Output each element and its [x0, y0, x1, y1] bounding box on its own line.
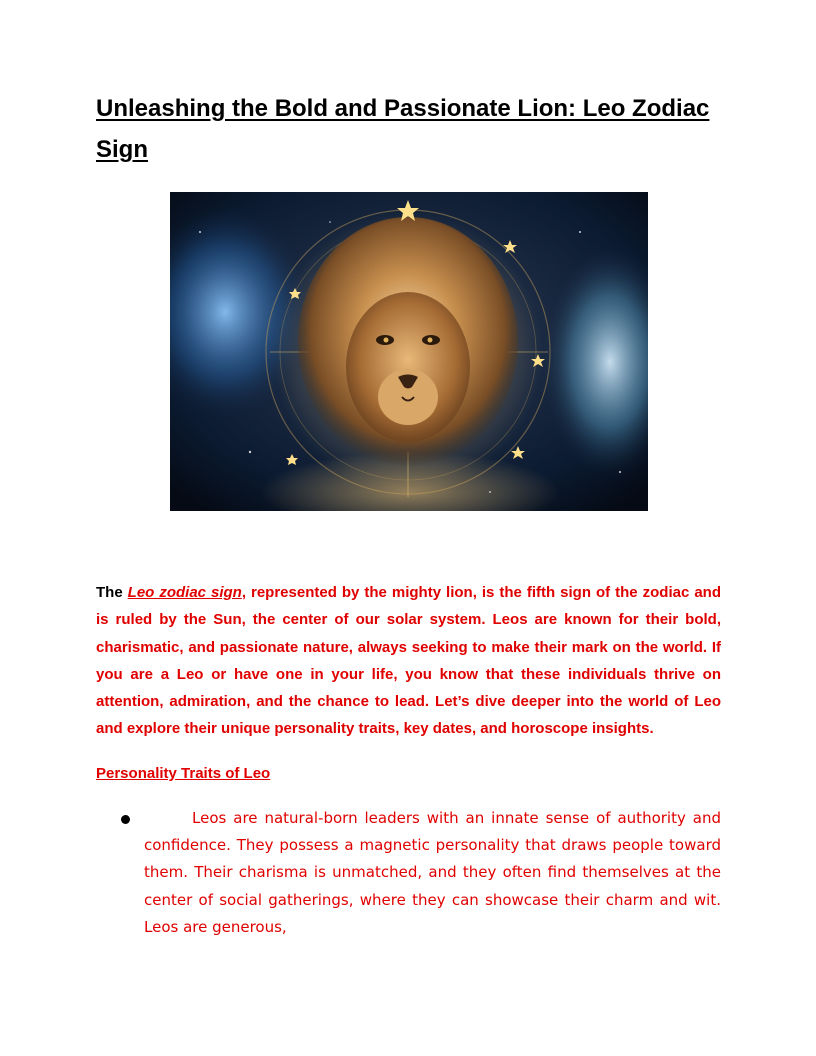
intro-lead: The	[96, 584, 128, 601]
document-title: Unleashing the Bold and Passionate Lion: Leo Zodiac Sign	[96, 95, 710, 163]
intro-paragraph	[96, 579, 721, 743]
hero-image-container	[96, 192, 721, 511]
bullet-icon	[121, 815, 130, 824]
lion-zodiac-illustration	[170, 192, 648, 511]
list-item	[96, 805, 721, 941]
trait-text: Leos are natural-born leaders with an innate sense of authority and confidence. They possess a magnetic personality that draws people toward them. Their charisma is unmatched, and they often find themselves at the center of social gatherings, where they can showcase their charm and wit. Leos are generous,	[144, 808, 721, 936]
intro-body: , represented by the mighty lion, is the fifth sign of the zodiac and is ruled by the Sun, the center of our solar system. Leos are known for their bold, charismatic, and passionate nature, always seeking to make their mark on the world. If you are a Leo or have one in your life, you know that these individuals thrive on attention, admiration, and the chance to lead. Let’s dive deeper into the world of Leo and explore their unique personality traits, key dates, and horoscope insights.	[96, 584, 721, 738]
leo-zodiac-sign-link[interactable]: Leo zodiac sign	[127, 584, 242, 601]
traits-list	[96, 805, 721, 941]
section-heading-personality-traits: Personality Traits of Leo	[96, 764, 271, 782]
document-page	[96, 88, 721, 941]
